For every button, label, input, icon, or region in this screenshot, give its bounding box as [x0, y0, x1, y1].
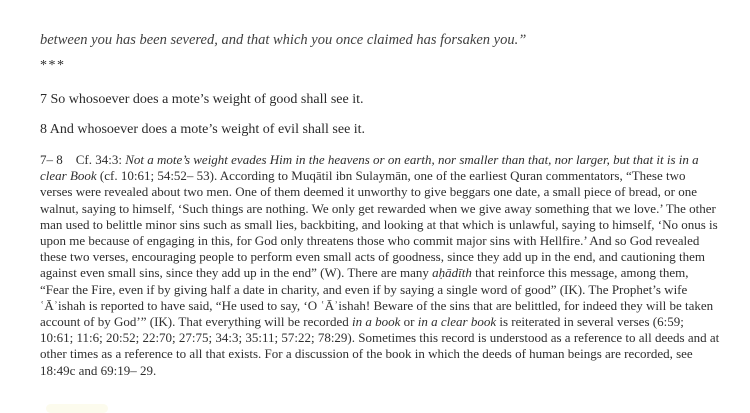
verse-text: And whosoever does a mote’s weight of evil shall see it.	[49, 122, 366, 137]
commentary-run: (cf. 10:61; 54:52– 53). According to Muqātil ibn Sulaymān, one of the earliest Quran commentators, “These two verses were revealed about two men. One of them deemed it unworthy to give beggars one date, a small piece of bread, or one walnut, saying to himself, ‘Such things are nothing. We only get rewarded when we give away something that we love.’ The other man used to belittle minor sins such as small lies, backbiting, and looking at that which is unlawful, saying to himself, ‘No onus is upon me because of engaging in this, for God only threatens those who commit major sins with Hellfire.’ And so God revealed these two verses, encouraging people to perform even small acts of goodness, since they add up in the end, and cautioning them against even small sins, since they add up in the end” (W). There are many	[40, 168, 718, 281]
section-separator: ***	[40, 58, 66, 73]
commentary-run: is reiterated in several verses (6:59; 10:61; 11:6; 20:52; 22:70; 27:75; 34:3; 35:11; 57:22; 78:29). Sometimes this record is understood as a reference to all deeds and at other times as a reference to all that exists. For a discussion of the book in which the deeds of human beings are recorded, see 18:49c and 69:19– 29.	[40, 314, 720, 378]
quote-continuation-line: between you has been severed, and that which you once claimed has forsaken you.”	[40, 32, 527, 48]
commentary-run-arabic-term: aḥādīth	[432, 265, 472, 281]
verse-number: 8	[40, 122, 47, 137]
commentary-paragraph	[40, 152, 720, 379]
highlight-artifact	[46, 404, 108, 413]
commentary-run: 7– 8 Cf. 34:3:	[40, 152, 126, 167]
commentary-run-phrase: in a book	[352, 314, 401, 330]
verse-line-7	[40, 91, 364, 109]
commentary-run-quran-quote: Not a mote’s weight evades Him in the heavens or on earth, nor smaller than that, nor larger, but that it is in a clear Book	[40, 152, 699, 184]
commentary-run: that reinforce this message, among them, “Fear the Fire, even if by giving half a date in charity, and even if by saying a single word of good” (IK). The Prophet’s wife ʿĀʾishah is reported to have said, “He used to say, ‘O ʿĀʾishah! Beware of the sins that are belittled, for indeed they will be taken account of by God’” (IK). That everything will be recorded	[40, 265, 714, 330]
verse-number: 7	[40, 92, 47, 107]
commentary-run: or	[400, 314, 418, 330]
commentary-run-phrase: in a clear book	[417, 314, 497, 330]
verse-text: So whosoever does a mote’s weight of good shall see it.	[50, 92, 364, 107]
verse-line-8	[40, 121, 365, 139]
